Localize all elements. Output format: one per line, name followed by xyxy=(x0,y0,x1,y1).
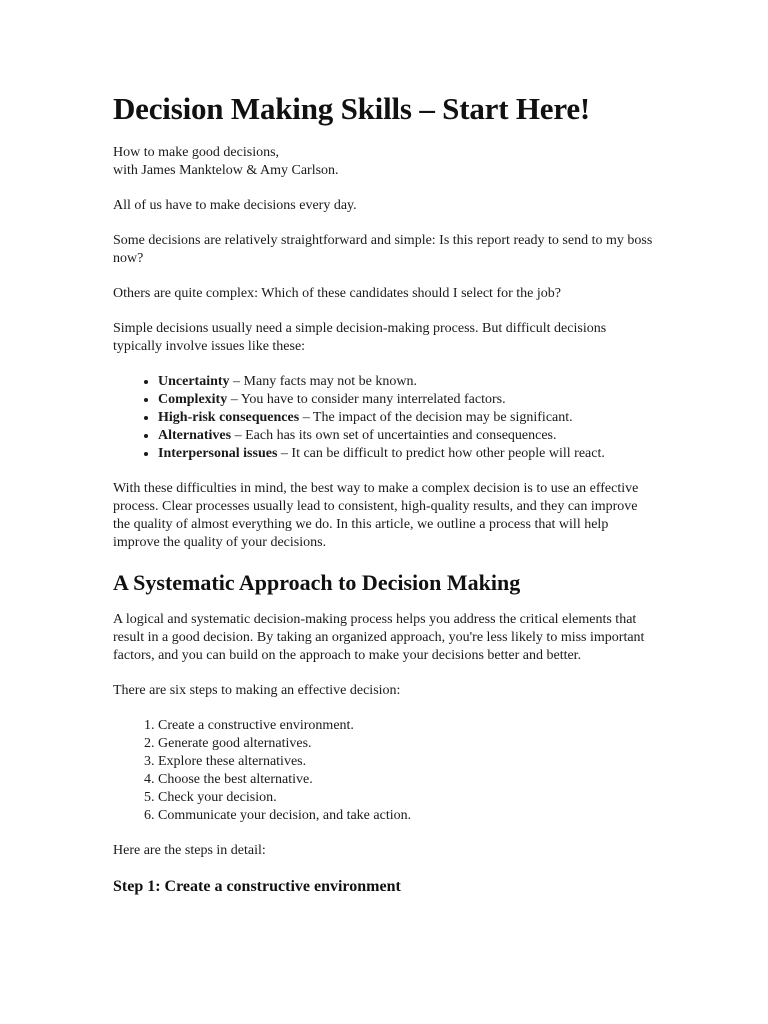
step-1-heading: Step 1: Create a constructive environment xyxy=(113,878,401,895)
list-item: 2. Generate good alternatives. xyxy=(158,735,658,753)
issue-text: – You have to consider many interrelated factors. xyxy=(227,392,506,407)
list-item xyxy=(158,445,658,463)
paragraph-complex-decisions: Others are quite complex: Which of these candidates should I select for the job? xyxy=(113,286,561,301)
list-item xyxy=(158,373,658,391)
steps-list xyxy=(113,717,658,825)
paragraph-simple-decisions: Some decisions are relatively straightforward and simple: Is this report ready to send to my boss now? xyxy=(113,233,653,266)
list-item: 4. Choose the best alternative. xyxy=(158,771,658,789)
issues-list xyxy=(113,373,658,463)
list-item xyxy=(158,409,658,427)
intro-paragraph xyxy=(113,144,658,180)
paragraph-logical-process: A logical and systematic decision-making process helps you address the critical elements that result in a good decision. By taking an organized approach, you're less likely to miss important factors, and you can build on the approach to make your decisions better and better. xyxy=(113,612,645,663)
issue-term: Uncertainty xyxy=(158,374,230,389)
issue-term: Interpersonal issues xyxy=(158,446,278,461)
paragraph-steps-detail: Here are the steps in detail: xyxy=(113,843,266,858)
issue-term: Complexity xyxy=(158,392,228,407)
list-item xyxy=(158,391,658,409)
paragraph-effective-process: With these difficulties in mind, the best way to make a complex decision is to use an effective process. Clear processes usually lead to consistent, high-quality results, and they can improve the quality of almost everything we do. In this article, we outline a process that will help improve the quality of your decisions. xyxy=(113,481,639,550)
section-heading-systematic-approach: A Systematic Approach to Decision Making xyxy=(113,570,521,595)
document-page xyxy=(113,90,658,897)
list-item: 5. Check your decision. xyxy=(158,789,658,807)
issue-text: – The impact of the decision may be significant. xyxy=(299,410,573,425)
page-title: Decision Making Skills – Start Here! xyxy=(113,91,591,126)
issue-text: – It can be difficult to predict how other people will react. xyxy=(277,446,605,461)
list-item: 1. Create a constructive environment. xyxy=(158,717,658,735)
issue-term: Alternatives xyxy=(158,428,232,443)
intro-line-2: with James Manktelow & Amy Carlson. xyxy=(113,163,339,178)
list-item: 6. Communicate your decision, and take action. xyxy=(158,807,658,825)
issue-text: – Many facts may not be known. xyxy=(229,374,417,389)
issue-text: – Each has its own set of uncertainties and consequences. xyxy=(231,428,557,443)
paragraph-six-steps-intro: There are six steps to making an effective decision: xyxy=(113,683,401,698)
list-item: 3. Explore these alternatives. xyxy=(158,753,658,771)
issue-term: High-risk consequences xyxy=(158,410,300,425)
paragraph-everyday-decisions: All of us have to make decisions every day. xyxy=(113,198,357,213)
intro-line-1: How to make good decisions, xyxy=(113,145,280,160)
list-item xyxy=(158,427,658,445)
paragraph-difficult-issues: Simple decisions usually need a simple decision-making process. But difficult decisions typically involve issues like these: xyxy=(113,321,607,354)
